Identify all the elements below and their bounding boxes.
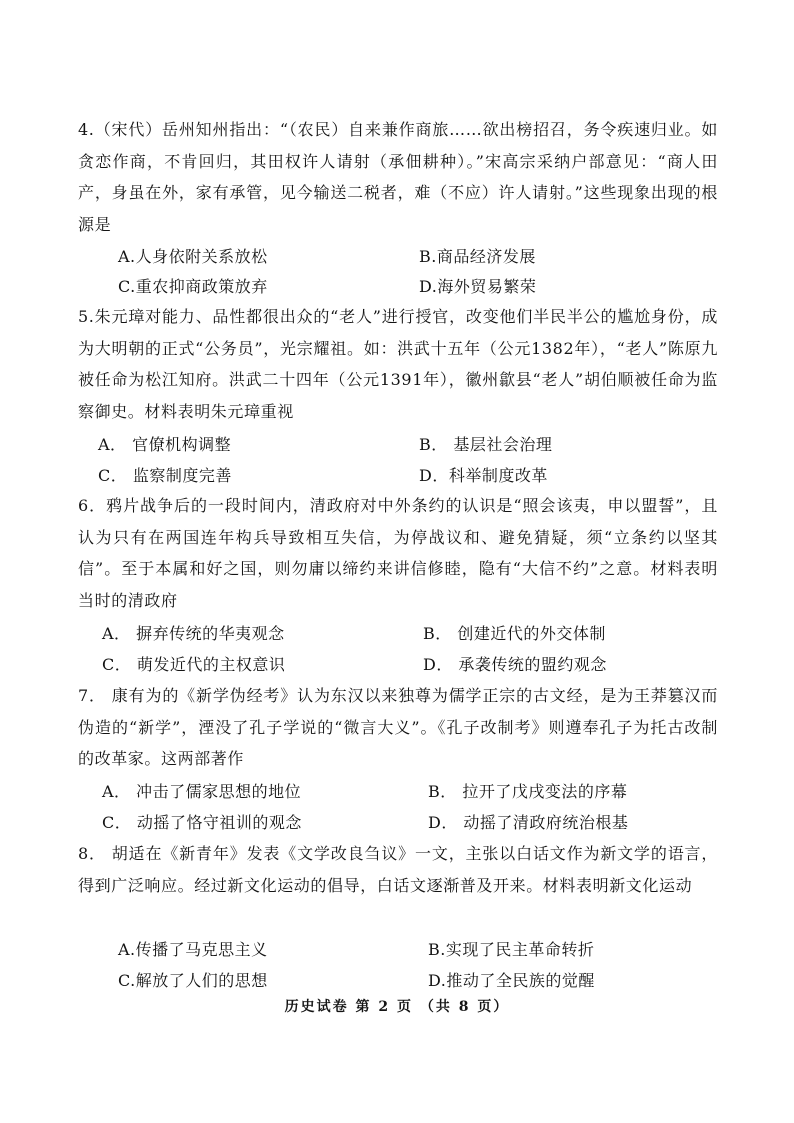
question-7-options-row-2 [78,807,718,838]
question-8-options-row-1 [78,934,718,965]
question-6-options-row-1 [78,618,718,649]
question-4-stem: 4.（宋代）岳州知州指出：“（农民）自来兼作商旅……欲出榜招召，务令疾速归业。如贪恋作商，不肯回归，其田权许人请射（承佃耕种）。”宋高宗采纳户部意见：“商人田产，身虽在外，家有承管，见今输送二税者，难（不应）许人请射。”这些现象出现的根源是 [78,120,718,234]
question-4-options-row-1 [78,241,718,272]
page-footer: 历史试卷 第 2 页 （共 8 页） [284,999,510,1015]
question-4-option-a[interactable]: A.人身依附关系放松 [118,247,268,266]
question-4-option-b[interactable]: B.商品经济发展 [419,247,536,266]
question-7-option-d[interactable]: D． 动摇了清政府统治根基 [428,813,629,832]
question-7-stem: 7． 康有为的《新学伪经考》认为东汉以来独尊为儒学正宗的古文经，是为王莽篡汉而伪造的“新学”，湮没了孔子学说的“微言大义”。《孔子改制考》则遵奉孔子为托古改制的改革家。这两部著作 [78,686,718,768]
question-5-options-row-1 [78,429,718,460]
question-8-option-d[interactable]: D.推动了全民族的觉醒 [428,971,595,990]
question-6-option-c[interactable]: C． 萌发近代的主权意识 [102,655,286,674]
question-5-option-d[interactable]: D．科举制度改革 [419,466,548,485]
question-7-option-b[interactable]: B． 拉开了戊戌变法的序幕 [428,782,628,801]
question-6-option-a[interactable]: A． 摒弃传统的华夷观念 [102,624,285,643]
question-8-option-b[interactable]: B.实现了民主革命转折 [428,940,595,959]
question-6-stem: 6．鸦片战争后的一段时间内，清政府对中外条约的认识是“照会该夷，申以盟誓”，且认为只有在两国连年构兵导致相互失信，为停战议和、避免猜疑，须“立条约以坚其信”。至于本属和好之国，则勿庸以缔约来讲信修睦，隐有“大信不约”之意。材料表明当时的清政府 [78,496,718,610]
question-5-stem: 5.朱元璋对能力、品性都很出众的“老人”进行授官，改变他们半民半公的尴尬身份，成为大明朝的正式“公务员”，光宗耀祖。如：洪武十五年（公元1382年），“老人”陈原九被任命为松江知府。洪武二十四年（公元1391年），徽州歙县“老人”胡伯顺被任命为监察御史。材料表明朱元璋重视 [78,307,718,421]
question-5-option-a[interactable]: A． 官僚机构调整 [98,435,232,454]
question-4-option-c[interactable]: C.重农抑商政策放弃 [118,277,268,296]
question-6-option-d[interactable]: D． 承袭传统的盟约观念 [423,655,607,674]
question-7-option-c[interactable]: C． 动摇了恪守祖训的观念 [102,813,302,832]
question-5-option-c[interactable]: C． 监察制度完善 [98,466,232,485]
question-8-option-c[interactable]: C.解放了人们的思想 [118,971,268,990]
question-5-option-b[interactable]: B． 基层社会治理 [419,435,553,454]
question-7-option-a[interactable]: A． 冲击了儒家思想的地位 [102,782,302,801]
question-8-stem: 8． 胡适在《新青年》发表《文学改良刍议》一文，主张以白话文作为新文学的语言，得到广泛响应。经过新文化运动的倡导，白话文逐渐普及开来。材料表明新文化运动 [78,844,718,895]
question-6-options-row-2 [78,649,718,680]
question-5-options-row-2 [78,460,718,491]
question-6-option-b[interactable]: B． 创建近代的外交体制 [423,624,606,643]
question-8-option-a[interactable]: A.传播了马克思主义 [118,940,268,959]
question-4-option-d[interactable]: D.海外贸易繁荣 [419,277,537,296]
question-4-options-row-2 [78,271,718,302]
question-7-options-row-1 [78,776,718,807]
question-8-options-row-2 [78,965,718,996]
